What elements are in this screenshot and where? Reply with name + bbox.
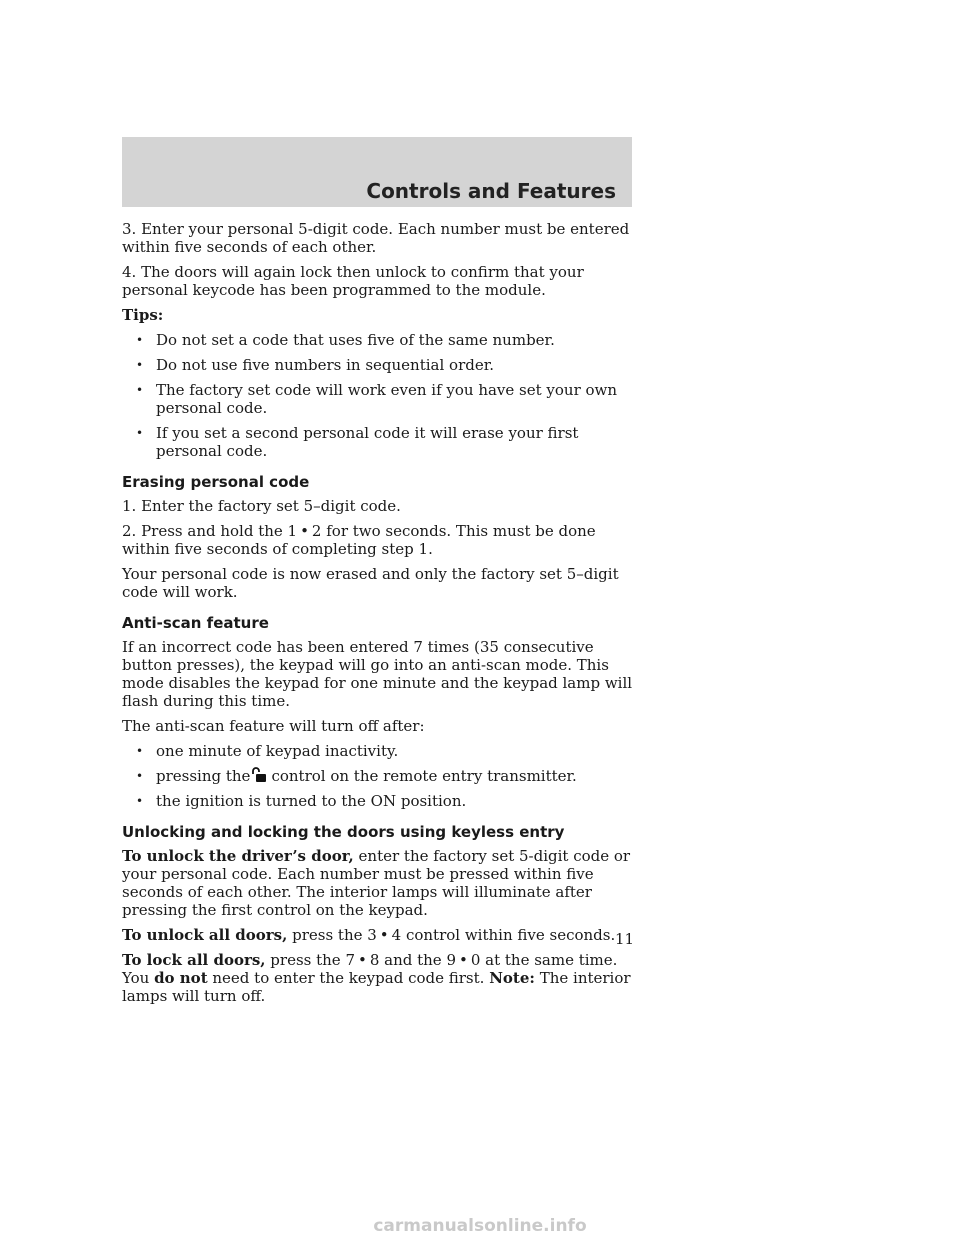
step-4: 4. The doors will again lock then unlock to confirm that your personal keycode has been programmed to the module. [122, 263, 584, 299]
tips-list [122, 331, 637, 460]
list-item: • Do not use five numbers in sequential order. [136, 356, 495, 374]
list-item: • pressing the control on the remote entry transmitter. [136, 767, 577, 785]
bullet-icon: • [136, 769, 144, 783]
list-item: • the ignition is turned to the ON position. [136, 792, 467, 810]
keyless-lock-all: To lock all doors, press the 7 • 8 and the 9 • 0 at the same time. You do not need to enter the keypad code first. Note: The interior lamps will turn off. [122, 951, 631, 1005]
list-item: • If you set a second personal code it will erase your first personal code. [136, 424, 579, 460]
heading-erasing: Erasing personal code [122, 473, 310, 491]
keyless-unlock-driver: To unlock the driver’s door, enter the factory set 5-digit code or your personal code. Each number must be pressed within five seconds of each other. The interior lamps will illuminate after pressing the first control on the keypad. [122, 847, 631, 919]
page-number: 11 [615, 930, 635, 948]
bullet-icon: • [136, 744, 144, 758]
antiscan-paragraph: If an incorrect code has been entered 7 times (35 consecutive button presses), the keypad will go into an anti-scan mode. This mode disables the keypad for one minute and the keypad lamp will flash during this time. [122, 638, 633, 710]
bullet-icon: • [136, 333, 144, 347]
keyless-unlock-all: To unlock all doors, press the 3 • 4 control within five seconds. [122, 926, 616, 944]
antiscan-intro: The anti-scan feature will turn off after: [122, 717, 425, 735]
header-band [122, 137, 632, 207]
list-item: • The factory set code will work even if you have set your own personal code. [136, 381, 618, 417]
unlock-icon [251, 767, 267, 783]
list-item: • one minute of keypad inactivity. [136, 742, 399, 760]
bullet-icon: • [136, 794, 144, 808]
bullet-icon: • [136, 358, 144, 372]
antiscan-list [122, 742, 637, 810]
page-content [122, 220, 637, 1012]
list-item: • Do not set a code that uses five of the same number. [136, 331, 555, 349]
tips-label: Tips: [122, 306, 164, 324]
erase-step-1: 1. Enter the factory set 5–digit code. [122, 497, 401, 515]
erase-step-2: 2. Press and hold the 1 • 2 for two seconds. This must be done within five seconds of completing step 1. [122, 522, 596, 558]
heading-antiscan: Anti-scan feature [122, 614, 269, 632]
heading-keyless: Unlocking and locking the doors using keyless entry [122, 823, 565, 841]
watermark: carmanualsonline.info [373, 1216, 587, 1236]
step-3: 3. Enter your personal 5-digit code. Each number must be entered within five seconds of each other. [122, 220, 630, 256]
bullet-icon: • [136, 383, 144, 397]
erase-note: Your personal code is now erased and only the factory set 5–digit code will work. [122, 565, 619, 601]
bullet-icon: • [136, 426, 144, 440]
section-title: Controls and Features [366, 179, 616, 203]
